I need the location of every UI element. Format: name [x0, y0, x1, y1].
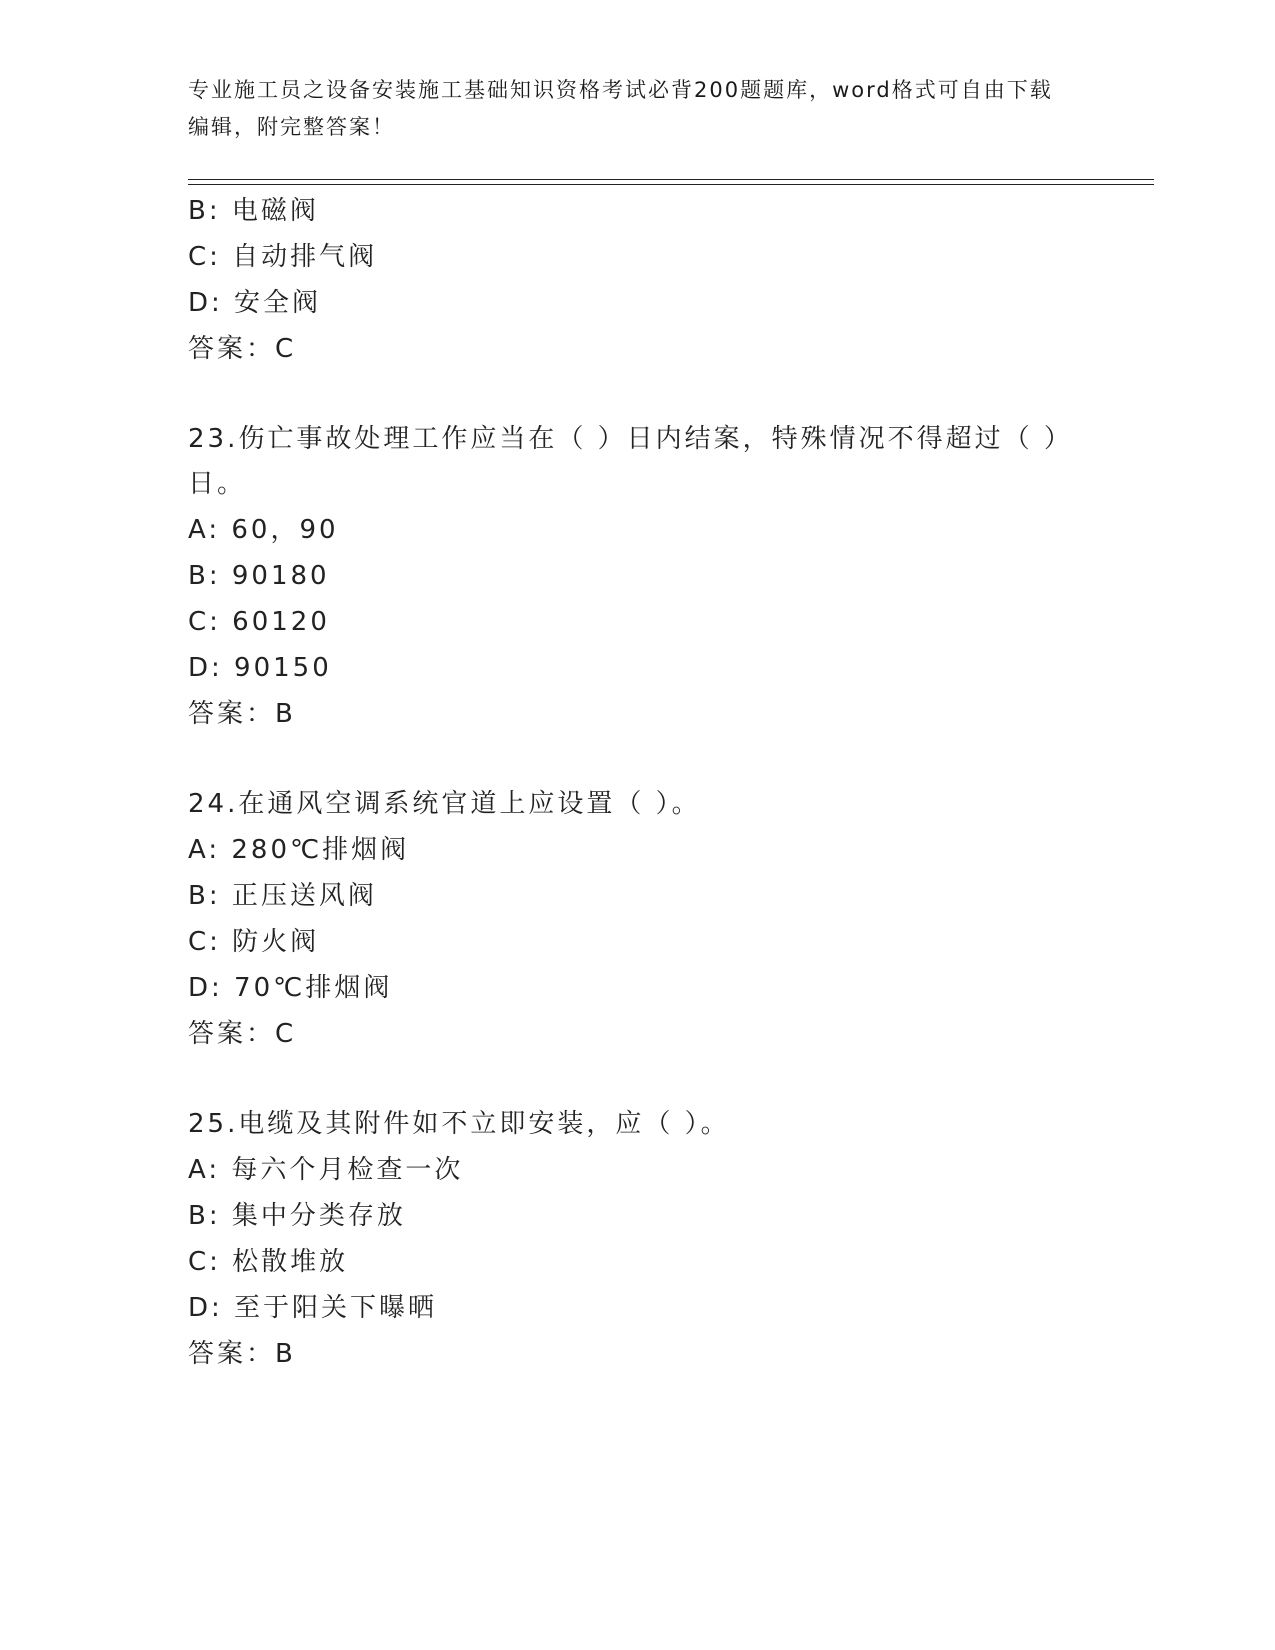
header-divider-top [188, 179, 1154, 180]
question-list [188, 188, 1088, 1377]
option-d: D: 70℃排烟阀 [188, 973, 393, 1003]
question-23 [188, 417, 1088, 737]
option-b: B: 正压送风阀 [188, 881, 377, 911]
question-text: 24.在通风空调系统官道上应设置（ ）。 [188, 789, 701, 819]
option-c: C: 自动排气阀 [188, 242, 378, 272]
answer-line: 答案：B [188, 1339, 296, 1369]
question-25 [188, 1102, 1088, 1377]
option-a: A: 60，90 [188, 515, 339, 545]
option-d: D: 90150 [188, 653, 332, 683]
answer-line: 答案：C [188, 1019, 297, 1049]
option-b: B: 90180 [188, 561, 330, 591]
option-d: D: 至于阳关下曝晒 [188, 1293, 438, 1323]
option-b: B: 集中分类存放 [188, 1201, 406, 1231]
option-a: A: 每六个月检查一次 [188, 1155, 464, 1185]
question-text: 25.电缆及其附件如不立即安装，应（ ）。 [188, 1109, 730, 1139]
option-d: D: 安全阀 [188, 288, 322, 318]
option-c: C: 松散堆放 [188, 1247, 349, 1277]
option-a: A: 280℃排烟阀 [188, 835, 410, 865]
option-b: B: 电磁阀 [188, 196, 319, 226]
answer-line: 答案：C [188, 334, 297, 364]
option-c: C: 60120 [188, 607, 330, 637]
answer-line: 答案：B [188, 699, 296, 729]
header-divider-bottom [188, 184, 1154, 185]
document-header: 专业施工员之设备安装施工基础知识资格考试必背200题题库，word格式可自由下载编辑，附完整答案！ [188, 78, 1053, 139]
question-text: 23.伤亡事故处理工作应当在（ ）日内结案，特殊情况不得超过（ ）日。 [188, 424, 1060, 499]
option-c: C: 防火阀 [188, 927, 320, 957]
question-22-continued [188, 188, 1088, 372]
question-24 [188, 782, 1088, 1057]
